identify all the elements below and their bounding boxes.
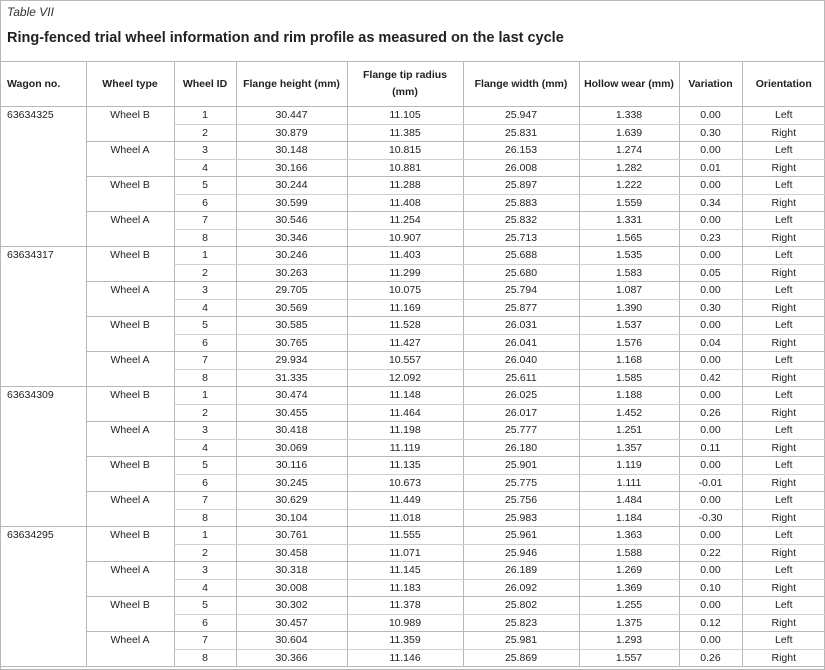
orientation-cell: Left [742, 177, 825, 195]
flange-height-cell: 30.879 [236, 124, 347, 142]
orientation-cell: Left [742, 212, 825, 230]
table-row [0, 632, 825, 650]
flange-tip-radius-cell: 10.907 [347, 229, 463, 247]
header-variation: Variation [679, 62, 742, 107]
hollow-wear-cell: 1.338 [579, 107, 679, 125]
variation-cell: 0.00 [679, 352, 742, 370]
table-row [0, 492, 825, 510]
flange-height-cell: 30.458 [236, 544, 347, 562]
wheel-id-cell: 8 [174, 509, 236, 527]
table-row [0, 317, 825, 335]
wheel-data-table [0, 61, 825, 667]
wheel-id-cell: 8 [174, 229, 236, 247]
flange-height-cell: 30.629 [236, 492, 347, 510]
variation-cell: 0.26 [679, 649, 742, 667]
variation-cell: 0.00 [679, 527, 742, 545]
hollow-wear-cell: 1.331 [579, 212, 679, 230]
hollow-wear-cell: 1.282 [579, 159, 679, 177]
flange-tip-radius-cell: 11.359 [347, 632, 463, 650]
wagon-no-cell: 63634309 [0, 387, 86, 527]
flange-height-cell: 30.569 [236, 299, 347, 317]
orientation-cell: Right [742, 229, 825, 247]
variation-cell: 0.11 [679, 439, 742, 457]
flange-width-cell: 25.802 [463, 597, 579, 615]
table-row [0, 177, 825, 195]
table-row [0, 352, 825, 370]
header-wagon-no: Wagon no. [0, 62, 86, 107]
flange-tip-radius-cell: 11.135 [347, 457, 463, 475]
header-hollow-wear: Hollow wear (mm) [579, 62, 679, 107]
flange-height-cell: 30.346 [236, 229, 347, 247]
orientation-cell: Right [742, 369, 825, 387]
flange-tip-radius-cell: 11.378 [347, 597, 463, 615]
flange-tip-radius-cell: 11.071 [347, 544, 463, 562]
flange-height-cell: 30.008 [236, 579, 347, 597]
variation-cell: 0.30 [679, 299, 742, 317]
hollow-wear-cell: 1.255 [579, 597, 679, 615]
flange-width-cell: 25.775 [463, 474, 579, 492]
hollow-wear-cell: 1.119 [579, 457, 679, 475]
flange-tip-radius-cell: 11.427 [347, 334, 463, 352]
flange-height-cell: 30.765 [236, 334, 347, 352]
variation-cell: 0.12 [679, 614, 742, 632]
variation-cell: 0.00 [679, 387, 742, 405]
orientation-cell: Right [742, 194, 825, 212]
flange-tip-radius-cell: 10.881 [347, 159, 463, 177]
wheel-type-cell: Wheel B [86, 247, 174, 282]
wheel-id-cell: 4 [174, 579, 236, 597]
flange-width-cell: 26.092 [463, 579, 579, 597]
wheel-id-cell: 5 [174, 177, 236, 195]
flange-tip-radius-cell: 11.183 [347, 579, 463, 597]
flange-height-cell: 30.302 [236, 597, 347, 615]
wheel-id-cell: 6 [174, 474, 236, 492]
header-flange-height: Flange height (mm) [236, 62, 347, 107]
variation-cell: 0.01 [679, 159, 742, 177]
flange-width-cell: 25.981 [463, 632, 579, 650]
variation-cell: 0.00 [679, 492, 742, 510]
orientation-cell: Right [742, 509, 825, 527]
flange-tip-radius-cell: 11.169 [347, 299, 463, 317]
flange-width-cell: 25.946 [463, 544, 579, 562]
flange-height-cell: 30.447 [236, 107, 347, 125]
table-label: Table VII [7, 5, 54, 19]
flange-tip-radius-cell: 11.105 [347, 107, 463, 125]
wagon-no-cell: 63634325 [0, 107, 86, 247]
variation-cell: 0.00 [679, 632, 742, 650]
hollow-wear-cell: 1.087 [579, 282, 679, 300]
flange-height-cell: 30.166 [236, 159, 347, 177]
hollow-wear-cell: 1.452 [579, 404, 679, 422]
hollow-wear-cell: 1.576 [579, 334, 679, 352]
flange-height-cell: 30.546 [236, 212, 347, 230]
variation-cell: 0.10 [679, 579, 742, 597]
flange-height-cell: 30.474 [236, 387, 347, 405]
orientation-cell: Left [742, 527, 825, 545]
header-orientation: Orientation [742, 62, 825, 107]
flange-tip-radius-cell: 11.299 [347, 264, 463, 282]
orientation-cell: Right [742, 439, 825, 457]
wheel-type-cell: Wheel A [86, 282, 174, 317]
table-row [0, 562, 825, 580]
variation-cell: 0.05 [679, 264, 742, 282]
flange-tip-radius-cell: 11.555 [347, 527, 463, 545]
wheel-type-cell: Wheel B [86, 177, 174, 212]
wheel-id-cell: 7 [174, 352, 236, 370]
wheel-type-cell: Wheel A [86, 632, 174, 667]
wheel-id-cell: 2 [174, 124, 236, 142]
orientation-cell: Left [742, 352, 825, 370]
flange-height-cell: 30.599 [236, 194, 347, 212]
flange-tip-radius-cell: 11.385 [347, 124, 463, 142]
wheel-type-cell: Wheel A [86, 212, 174, 247]
orientation-cell: Right [742, 579, 825, 597]
wheel-id-cell: 2 [174, 544, 236, 562]
wheel-type-cell: Wheel A [86, 562, 174, 597]
orientation-cell: Right [742, 614, 825, 632]
orientation-cell: Right [742, 264, 825, 282]
hollow-wear-cell: 1.363 [579, 527, 679, 545]
flange-tip-radius-cell: 11.254 [347, 212, 463, 230]
wheel-id-cell: 5 [174, 317, 236, 335]
wheel-id-cell: 1 [174, 527, 236, 545]
flange-width-cell: 25.713 [463, 229, 579, 247]
flange-width-cell: 25.832 [463, 212, 579, 230]
flange-width-cell: 25.756 [463, 492, 579, 510]
variation-cell: 0.23 [679, 229, 742, 247]
orientation-cell: Left [742, 632, 825, 650]
table-row [0, 142, 825, 160]
flange-width-cell: 25.883 [463, 194, 579, 212]
flange-tip-radius-cell: 11.408 [347, 194, 463, 212]
flange-height-cell: 30.263 [236, 264, 347, 282]
hollow-wear-cell: 1.222 [579, 177, 679, 195]
flange-width-cell: 26.025 [463, 387, 579, 405]
wheel-type-cell: Wheel B [86, 457, 174, 492]
table-row [0, 247, 825, 265]
wheel-id-cell: 4 [174, 159, 236, 177]
hollow-wear-cell: 1.269 [579, 562, 679, 580]
hollow-wear-cell: 1.111 [579, 474, 679, 492]
orientation-cell: Left [742, 247, 825, 265]
hollow-wear-cell: 1.188 [579, 387, 679, 405]
variation-cell: 0.00 [679, 247, 742, 265]
orientation-cell: Right [742, 649, 825, 667]
flange-height-cell: 30.244 [236, 177, 347, 195]
wheel-type-cell: Wheel B [86, 597, 174, 632]
flange-width-cell: 25.947 [463, 107, 579, 125]
flange-tip-radius-cell: 12.092 [347, 369, 463, 387]
wheel-id-cell: 7 [174, 492, 236, 510]
flange-height-cell: 30.246 [236, 247, 347, 265]
table-row [0, 597, 825, 615]
wheel-id-cell: 2 [174, 264, 236, 282]
variation-cell: 0.00 [679, 282, 742, 300]
flange-tip-radius-cell: 11.146 [347, 649, 463, 667]
wheel-id-cell: 1 [174, 247, 236, 265]
flange-tip-radius-cell: 10.989 [347, 614, 463, 632]
table-row [0, 422, 825, 440]
hollow-wear-cell: 1.357 [579, 439, 679, 457]
hollow-wear-cell: 1.535 [579, 247, 679, 265]
orientation-cell: Right [742, 299, 825, 317]
header-wheel-type: Wheel type [86, 62, 174, 107]
hollow-wear-cell: 1.557 [579, 649, 679, 667]
hollow-wear-cell: 1.251 [579, 422, 679, 440]
flange-width-cell: 26.040 [463, 352, 579, 370]
hollow-wear-cell: 1.274 [579, 142, 679, 160]
wheel-type-cell: Wheel A [86, 352, 174, 387]
flange-width-cell: 26.189 [463, 562, 579, 580]
orientation-cell: Right [742, 159, 825, 177]
wheel-id-cell: 5 [174, 597, 236, 615]
flange-height-cell: 31.335 [236, 369, 347, 387]
flange-width-cell: 25.983 [463, 509, 579, 527]
header-row [0, 62, 825, 107]
orientation-cell: Right [742, 334, 825, 352]
hollow-wear-cell: 1.559 [579, 194, 679, 212]
table-row [0, 282, 825, 300]
hollow-wear-cell: 1.168 [579, 352, 679, 370]
flange-tip-radius-cell: 11.198 [347, 422, 463, 440]
header-wheel-id: Wheel ID [174, 62, 236, 107]
wheel-id-cell: 6 [174, 334, 236, 352]
orientation-cell: Left [742, 562, 825, 580]
wheel-id-cell: 8 [174, 369, 236, 387]
flange-width-cell: 25.831 [463, 124, 579, 142]
wheel-id-cell: 6 [174, 614, 236, 632]
orientation-cell: Left [742, 317, 825, 335]
hollow-wear-cell: 1.375 [579, 614, 679, 632]
flange-width-cell: 26.008 [463, 159, 579, 177]
orientation-cell: Left [742, 142, 825, 160]
flange-tip-radius-cell: 11.288 [347, 177, 463, 195]
table-row [0, 527, 825, 545]
hollow-wear-cell: 1.588 [579, 544, 679, 562]
flange-width-cell: 25.869 [463, 649, 579, 667]
table-row [0, 457, 825, 475]
wheel-id-cell: 1 [174, 387, 236, 405]
variation-cell: 0.04 [679, 334, 742, 352]
flange-height-cell: 30.457 [236, 614, 347, 632]
variation-cell: 0.22 [679, 544, 742, 562]
flange-height-cell: 30.761 [236, 527, 347, 545]
flange-height-cell: 30.116 [236, 457, 347, 475]
variation-cell: -0.01 [679, 474, 742, 492]
wheel-id-cell: 2 [174, 404, 236, 422]
orientation-cell: Left [742, 597, 825, 615]
variation-cell: 0.00 [679, 142, 742, 160]
flange-tip-radius-cell: 10.673 [347, 474, 463, 492]
orientation-cell: Right [742, 544, 825, 562]
variation-cell: 0.00 [679, 177, 742, 195]
orientation-cell: Left [742, 282, 825, 300]
wheel-id-cell: 3 [174, 422, 236, 440]
table-title: Ring-fenced trial wheel information and rim profile as measured on the last cycle [7, 30, 564, 46]
flange-height-cell: 30.104 [236, 509, 347, 527]
flange-width-cell: 25.680 [463, 264, 579, 282]
flange-tip-radius-cell: 11.403 [347, 247, 463, 265]
variation-cell: 0.00 [679, 562, 742, 580]
variation-cell: 0.26 [679, 404, 742, 422]
header-flange-width: Flange width (mm) [463, 62, 579, 107]
flange-tip-radius-cell: 11.449 [347, 492, 463, 510]
variation-cell: 0.00 [679, 457, 742, 475]
flange-width-cell: 25.688 [463, 247, 579, 265]
table-row [0, 107, 825, 125]
flange-width-cell: 25.777 [463, 422, 579, 440]
hollow-wear-cell: 1.585 [579, 369, 679, 387]
wheel-id-cell: 3 [174, 142, 236, 160]
flange-height-cell: 30.366 [236, 649, 347, 667]
flange-width-cell: 25.877 [463, 299, 579, 317]
table-body [0, 107, 825, 667]
flange-tip-radius-cell: 10.815 [347, 142, 463, 160]
wheel-id-cell: 6 [174, 194, 236, 212]
flange-width-cell: 26.180 [463, 439, 579, 457]
wheel-type-cell: Wheel B [86, 387, 174, 422]
flange-tip-radius-cell: 11.018 [347, 509, 463, 527]
flange-height-cell: 29.934 [236, 352, 347, 370]
flange-height-cell: 30.069 [236, 439, 347, 457]
flange-height-cell: 30.455 [236, 404, 347, 422]
flange-width-cell: 25.897 [463, 177, 579, 195]
variation-cell: 0.42 [679, 369, 742, 387]
flange-height-cell: 30.318 [236, 562, 347, 580]
variation-cell: 0.34 [679, 194, 742, 212]
orientation-cell: Right [742, 404, 825, 422]
wheel-type-cell: Wheel A [86, 492, 174, 527]
flange-width-cell: 26.153 [463, 142, 579, 160]
hollow-wear-cell: 1.390 [579, 299, 679, 317]
flange-tip-radius-cell: 11.119 [347, 439, 463, 457]
wheel-type-cell: Wheel A [86, 142, 174, 177]
variation-cell: 0.00 [679, 212, 742, 230]
wheel-id-cell: 4 [174, 439, 236, 457]
wheel-id-cell: 4 [174, 299, 236, 317]
orientation-cell: Left [742, 492, 825, 510]
flange-width-cell: 25.794 [463, 282, 579, 300]
variation-cell: 0.00 [679, 422, 742, 440]
wheel-id-cell: 7 [174, 632, 236, 650]
wheel-id-cell: 3 [174, 562, 236, 580]
flange-height-cell: 30.148 [236, 142, 347, 160]
flange-width-cell: 25.611 [463, 369, 579, 387]
wheel-id-cell: 8 [174, 649, 236, 667]
variation-cell: 0.00 [679, 317, 742, 335]
orientation-cell: Left [742, 457, 825, 475]
flange-tip-radius-cell: 11.148 [347, 387, 463, 405]
variation-cell: 0.30 [679, 124, 742, 142]
wagon-no-cell: 63634295 [0, 527, 86, 667]
flange-tip-radius-cell: 11.464 [347, 404, 463, 422]
orientation-cell: Left [742, 107, 825, 125]
hollow-wear-cell: 1.293 [579, 632, 679, 650]
variation-cell: 0.00 [679, 107, 742, 125]
flange-width-cell: 26.017 [463, 404, 579, 422]
table-row [0, 212, 825, 230]
flange-width-cell: 25.901 [463, 457, 579, 475]
hollow-wear-cell: 1.565 [579, 229, 679, 247]
hollow-wear-cell: 1.184 [579, 509, 679, 527]
orientation-cell: Right [742, 474, 825, 492]
wheel-type-cell: Wheel A [86, 422, 174, 457]
variation-cell: -0.30 [679, 509, 742, 527]
orientation-cell: Left [742, 422, 825, 440]
hollow-wear-cell: 1.484 [579, 492, 679, 510]
wheel-id-cell: 3 [174, 282, 236, 300]
flange-width-cell: 25.823 [463, 614, 579, 632]
variation-cell: 0.00 [679, 597, 742, 615]
flange-tip-radius-cell: 10.075 [347, 282, 463, 300]
flange-tip-radius-cell: 11.528 [347, 317, 463, 335]
wheel-id-cell: 1 [174, 107, 236, 125]
flange-tip-radius-cell: 10.557 [347, 352, 463, 370]
hollow-wear-cell: 1.639 [579, 124, 679, 142]
wagon-no-cell: 63634317 [0, 247, 86, 387]
wheel-id-cell: 5 [174, 457, 236, 475]
wheel-id-cell: 7 [174, 212, 236, 230]
flange-height-cell: 29.705 [236, 282, 347, 300]
wheel-type-cell: Wheel B [86, 107, 174, 142]
orientation-cell: Right [742, 124, 825, 142]
wheel-type-cell: Wheel B [86, 317, 174, 352]
hollow-wear-cell: 1.537 [579, 317, 679, 335]
table-row [0, 387, 825, 405]
flange-height-cell: 30.604 [236, 632, 347, 650]
flange-width-cell: 25.961 [463, 527, 579, 545]
flange-tip-radius-cell: 11.145 [347, 562, 463, 580]
flange-height-cell: 30.418 [236, 422, 347, 440]
flange-width-cell: 26.031 [463, 317, 579, 335]
header-flange-tip-radius: Flange tip radius (mm) [347, 62, 463, 107]
orientation-cell: Left [742, 387, 825, 405]
flange-width-cell: 26.041 [463, 334, 579, 352]
flange-height-cell: 30.245 [236, 474, 347, 492]
hollow-wear-cell: 1.583 [579, 264, 679, 282]
wheel-type-cell: Wheel B [86, 527, 174, 562]
flange-height-cell: 30.585 [236, 317, 347, 335]
hollow-wear-cell: 1.369 [579, 579, 679, 597]
